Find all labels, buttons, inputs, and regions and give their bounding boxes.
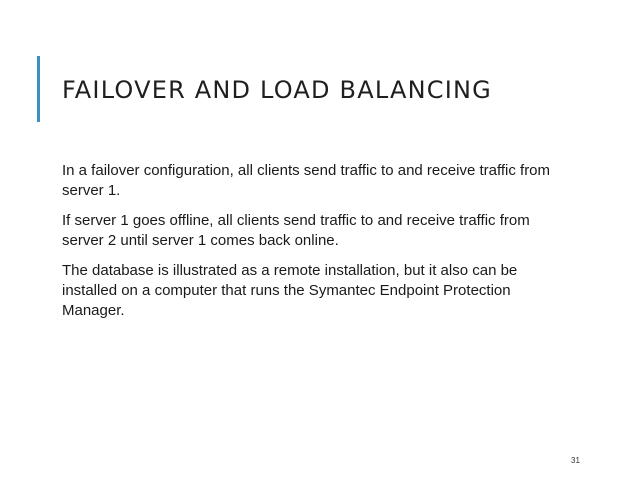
title-accent-bar (37, 56, 40, 122)
paragraph-server-offline: If server 1 goes offline, all clients send traffic to and receive traffic from server 2 until server 1 comes back online. (62, 212, 530, 249)
page-number: 31 (571, 456, 580, 465)
slide-title: FAILOVER AND LOAD BALANCING (62, 76, 492, 104)
slide-body (62, 161, 562, 331)
paragraph-database-installation: The database is illustrated as a remote installation, but it also can be installed on a computer that runs the Symantec Endpoint Protection Manager. (62, 262, 518, 319)
paragraph-failover-configuration: In a failover configuration, all clients send traffic to and receive traffic from server 1. (62, 162, 551, 199)
